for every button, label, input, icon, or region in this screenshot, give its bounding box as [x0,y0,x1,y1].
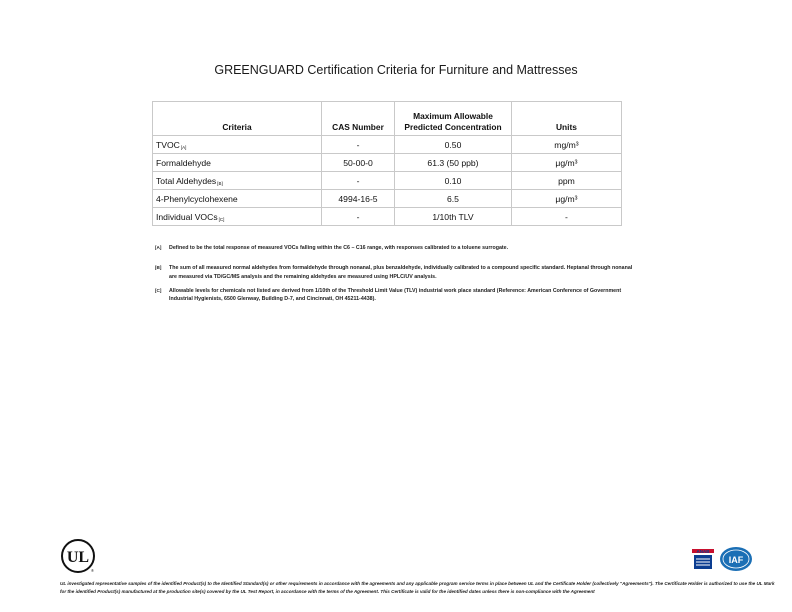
criteria-text: Total Aldehydes [156,175,217,186]
criteria-text: Formaldehyde [156,157,211,168]
footnote-marker: [A] [155,245,162,250]
iaf-logo [720,547,752,571]
accreditation-marks [690,545,756,573]
cell-value: 0.50 [395,136,512,154]
footnote-ref: [C] [218,216,225,222]
table-row [153,154,622,172]
cell-criteria [153,190,322,208]
header-max-allowable [395,102,512,136]
table-row [153,190,622,208]
footnote-text: Defined to be the total response of measured VOCs falling within the C6 – C16 range, with responses calibrated to a toluene surrogate. [169,245,509,251]
footnote-text: The sum of all measured normal aldehydes from formaldehyde through nonanal, plus benzaldehyde, individually calibrated to a compound specific standard. Heptanal through nonanal are measured via TD/GC/MS analysis and the remaining aldehydes are measured using HPLC/UV analysis. [169,265,633,280]
cell-value: 6.5 [395,190,512,208]
cell-value: 0.10 [395,172,512,190]
anab-text: ANAB [696,549,710,554]
cell-value: 1/10th TLV [395,208,512,226]
cell-cas: - [321,172,394,190]
cell-criteria [153,154,322,172]
footnote [155,287,635,304]
table-header-row [153,102,622,136]
svg-text:®: ® [91,568,94,573]
footnote-marker: [B] [155,265,162,271]
cell-units: μg/m³ [511,154,621,172]
footnote-text: Allowable levels for chemicals not listed are derived from 1/10th of the Threshold Limit Value (TLV) industrial work place standard (Reference: American Conference of Government Industrial Hygienists, 6500 Glenway, Building D-7, and Cincinnati, OH 45211-4438). [169,287,622,303]
table-row [153,172,622,190]
cell-units: ppm [511,172,621,190]
cell-criteria [153,208,322,226]
header-criteria: Criteria [153,102,322,136]
cell-units: μg/m³ [511,190,621,208]
footnote-ref: [A] [180,144,187,150]
criteria-text: 4-Phenylcyclohexene [156,193,238,204]
footnote [155,244,635,252]
header-units: Units [511,102,621,136]
footnote [155,264,635,281]
legal-disclaimer: UL investigated representative samples of the identified Product(s) to the Identified Standard(s) or other requirements in accordance with the agreements and any applicable program service terms in place between UL and the Certificate Holder (collectively "Agreements"). The Certificate Holder is authorized to use the UL Mark for the identified Product(s) manufactured at the production site(s) covered by the UL Test Report, in accordance with the terms of the Agreement. This Certificate is valid for the identified dates unless there is non-compliance with the Agreement [60,581,775,594]
iaf-text: IAF [728,555,744,565]
footnote-marker: [C] [155,287,162,293]
anab-logo [692,549,714,569]
cell-units: mg/m³ [511,136,621,154]
page-title: GREENGUARD Certification Criteria for Furniture and Mattresses [214,63,578,77]
footnotes [155,244,635,309]
criteria-text: Individual VOCs [156,211,218,222]
cell-cas: 50-00-0 [321,154,394,172]
criteria-table [152,101,622,226]
ul-logo [60,538,96,574]
cell-criteria [153,172,322,190]
cell-cas: - [321,136,394,154]
footnote-ref: [B] [217,180,223,186]
criteria-text: TVOC [156,139,180,150]
table-row [153,208,622,226]
header-max-line1: Maximum Allowable [413,111,493,121]
cell-cas: - [321,208,394,226]
ul-logo-text: UL [66,549,90,566]
cell-criteria [153,136,322,154]
cell-cas: 4994-16-5 [321,190,394,208]
cell-value: 61.3 (50 ppb) [395,154,512,172]
table-row [153,136,622,154]
cell-units: - [511,208,621,226]
header-cas: CAS Number [321,102,394,136]
header-max-line2: Predicted Concentration [404,122,502,132]
